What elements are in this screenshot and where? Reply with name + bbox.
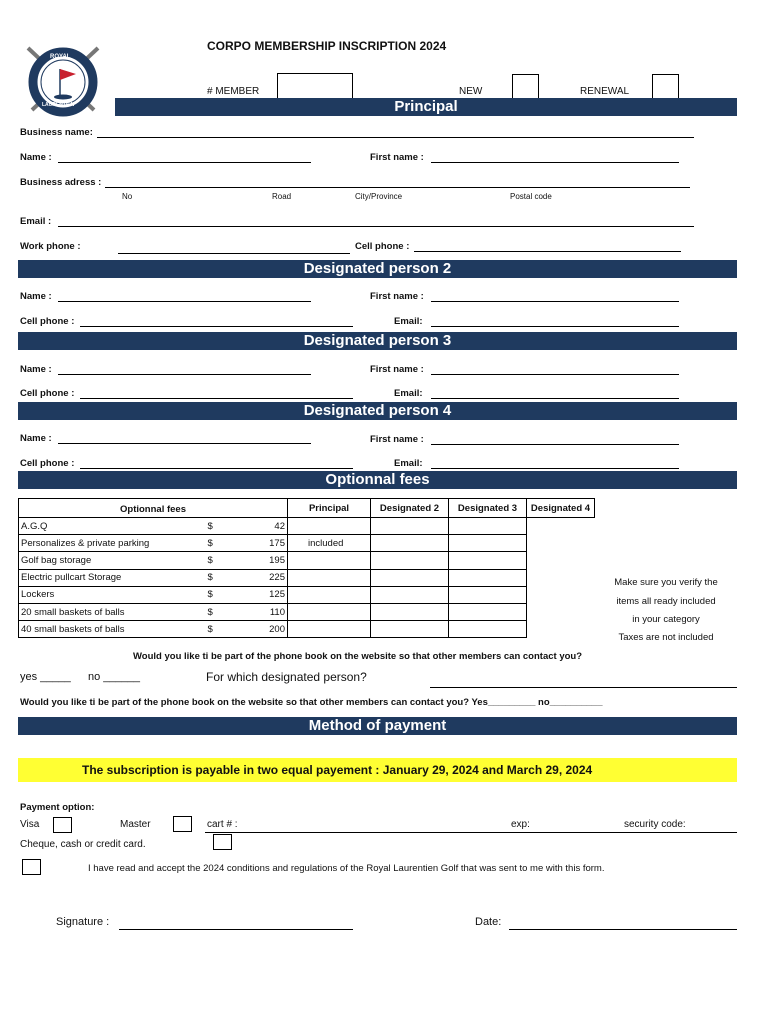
- principal-first-name-label: First name :: [370, 152, 424, 163]
- renewal-checkbox[interactable]: [652, 74, 679, 99]
- principal-cell-phone-field[interactable]: [414, 251, 681, 252]
- d2-name-label: Name :: [20, 291, 52, 302]
- fee-d4-cell[interactable]: [527, 552, 595, 569]
- club-logo: [22, 42, 104, 118]
- fees-table: [18, 498, 595, 638]
- phonebook-yes[interactable]: yes _____: [20, 671, 71, 683]
- d2-cell-phone-label: Cell phone :: [20, 316, 75, 327]
- fee-label: Electric pullcart Storage: [19, 569, 206, 586]
- fee-d2-cell[interactable]: [371, 535, 449, 552]
- fee-d4-cell[interactable]: [527, 535, 595, 552]
- card-details-field[interactable]: [205, 832, 737, 833]
- fee-currency: $: [206, 586, 226, 603]
- fee-currency: $: [206, 518, 226, 535]
- fee-price: 175: [226, 535, 288, 552]
- fee-d4-cell[interactable]: [527, 569, 595, 586]
- card-exp-label: exp:: [511, 819, 530, 830]
- fee-currency: $: [206, 621, 226, 638]
- fee-label: Personalizes & private parking: [19, 535, 206, 552]
- cheque-checkbox[interactable]: [213, 834, 232, 850]
- d3-first-name-field[interactable]: [431, 374, 679, 375]
- form-title: CORPO MEMBERSHIP INSCRIPTION 2024: [207, 39, 447, 53]
- address-city-label: City/Province: [355, 192, 403, 201]
- accept-checkbox[interactable]: [22, 859, 41, 875]
- designated3-section-bar: Designated person 3: [18, 332, 737, 350]
- d4-name-field[interactable]: [58, 443, 311, 444]
- fee-d4-cell[interactable]: [527, 603, 595, 620]
- fee-label: Golf bag storage: [19, 552, 206, 569]
- d2-email-label: Email:: [394, 316, 423, 327]
- fee-d2-cell[interactable]: [371, 586, 449, 603]
- principal-email-label: Email :: [20, 216, 52, 227]
- fee-principal-cell[interactable]: [288, 586, 371, 603]
- d4-email-field[interactable]: [431, 468, 679, 469]
- d4-name-label: Name :: [20, 433, 52, 444]
- fees-note-2: items all ready included: [616, 596, 716, 607]
- d2-first-name-field[interactable]: [431, 301, 679, 302]
- fee-currency: $: [206, 569, 226, 586]
- fee-label: Lockers: [19, 586, 206, 603]
- payment-option-label: Payment option:: [20, 802, 95, 813]
- d3-name-field[interactable]: [58, 374, 311, 375]
- fee-d3-cell[interactable]: [449, 586, 527, 603]
- logo-text-bottom: LAURENTIEN: [42, 102, 75, 108]
- d4-first-name-label: First name :: [370, 434, 424, 445]
- fee-d3-cell[interactable]: [449, 518, 527, 535]
- col-principal: Principal: [308, 502, 350, 514]
- fee-principal-cell[interactable]: included: [288, 535, 371, 552]
- d2-email-field[interactable]: [431, 326, 679, 327]
- address-road-label: Road: [272, 192, 292, 201]
- fee-principal-cell[interactable]: [288, 569, 371, 586]
- fee-d2-cell[interactable]: [371, 569, 449, 586]
- fee-price: 110: [226, 603, 288, 620]
- fee-price: 125: [226, 586, 288, 603]
- principal-name-field[interactable]: [58, 162, 311, 163]
- fee-price: 200: [226, 621, 288, 638]
- fee-d2-cell[interactable]: [371, 621, 449, 638]
- d2-first-name-label: First name :: [370, 291, 424, 302]
- fee-d4-cell[interactable]: [527, 621, 595, 638]
- d3-email-label: Email:: [394, 388, 423, 399]
- d3-cell-phone-field[interactable]: [80, 398, 353, 399]
- fee-d3-cell[interactable]: [449, 603, 527, 620]
- fee-principal-cell[interactable]: [288, 621, 371, 638]
- fee-row-lockers: [19, 586, 595, 603]
- business-address-field[interactable]: [105, 187, 690, 188]
- new-label: NEW: [459, 86, 483, 97]
- d3-cell-phone-label: Cell phone :: [20, 388, 75, 399]
- visa-checkbox[interactable]: [53, 817, 72, 833]
- fee-label: 20 small baskets of balls: [19, 603, 206, 620]
- principal-name-label: Name :: [20, 152, 52, 163]
- designated4-section-bar: Designated person 4: [18, 402, 737, 420]
- business-address-label: Business adress :: [20, 177, 102, 188]
- member-label: # MEMBER: [207, 86, 260, 97]
- work-phone-field[interactable]: [118, 253, 350, 254]
- method-payment-section-bar: Method of payment: [18, 717, 737, 735]
- logo-text-top: ROYAL: [50, 54, 71, 60]
- fee-row-20-baskets: [19, 603, 595, 620]
- fees-note-1: Make sure you verify the: [614, 577, 718, 588]
- fee-row-40-baskets: [19, 621, 595, 638]
- master-label: Master: [120, 819, 151, 830]
- fee-price: 42: [226, 518, 288, 535]
- fee-d3-cell[interactable]: [449, 569, 527, 586]
- col-designated3: Designated 3: [457, 502, 518, 514]
- fee-d3-cell[interactable]: [449, 621, 527, 638]
- card-number-label: cart # :: [207, 819, 238, 830]
- principal-email-field[interactable]: [58, 226, 694, 227]
- visa-label: Visa: [20, 819, 40, 830]
- d4-cell-phone-label: Cell phone :: [20, 458, 75, 469]
- fee-label: A.G.Q: [19, 518, 206, 535]
- fee-row-agq: [19, 518, 595, 535]
- fee-principal-cell[interactable]: [288, 603, 371, 620]
- principal-first-name-field[interactable]: [431, 162, 679, 163]
- payment-notice: [18, 758, 737, 782]
- signature-field[interactable]: [119, 929, 353, 930]
- designated2-section-bar: Designated person 2: [18, 260, 737, 278]
- card-security-label: security code:: [624, 819, 686, 830]
- d2-name-field[interactable]: [58, 301, 311, 302]
- fee-row-parking: [19, 535, 595, 552]
- fee-currency: $: [206, 552, 226, 569]
- principal-cell-phone-label: Cell phone :: [355, 241, 410, 252]
- accept-text: I have read and accept the 2024 conditions and regulations of the Royal Laurentien Golf that was sent to me with this form.: [88, 863, 605, 874]
- signature-label: Signature :: [56, 916, 110, 928]
- fee-price: 225: [226, 569, 288, 586]
- d3-name-label: Name :: [20, 364, 52, 375]
- renewal-label: RENEWAL: [580, 86, 630, 97]
- fee-price: 195: [226, 552, 288, 569]
- fee-d4-cell[interactable]: [527, 586, 595, 603]
- date-label: Date:: [475, 916, 502, 928]
- optional-fees-section-bar: Optionnal fees: [18, 471, 737, 489]
- fee-d2-cell[interactable]: [371, 518, 449, 535]
- new-checkbox[interactable]: [512, 74, 539, 99]
- business-name-field[interactable]: [97, 137, 694, 138]
- fee-d3-cell[interactable]: [449, 535, 527, 552]
- d3-email-field[interactable]: [431, 398, 679, 399]
- master-checkbox[interactable]: [173, 816, 192, 832]
- fee-row-pullcart: [19, 569, 595, 586]
- phonebook-no[interactable]: no ______: [88, 671, 140, 683]
- cheque-label: Cheque, cash or credit card.: [20, 839, 146, 850]
- fees-header: Optionnal fees: [120, 504, 186, 515]
- d4-first-name-field[interactable]: [431, 444, 679, 445]
- col-designated4: Designated 4: [530, 502, 591, 514]
- d4-email-label: Email:: [394, 458, 423, 469]
- fees-note-3: in your category: [632, 614, 700, 625]
- fee-principal-cell[interactable]: [288, 552, 371, 569]
- fees-note-4: Taxes are not included: [618, 632, 714, 643]
- address-postal-label: Postal code: [510, 192, 552, 201]
- phonebook-which-label: For which designated person?: [206, 670, 367, 684]
- d4-cell-phone-field[interactable]: [80, 468, 353, 469]
- fee-currency: $: [206, 603, 226, 620]
- member-number-field[interactable]: [277, 73, 353, 99]
- d2-cell-phone-field[interactable]: [80, 326, 353, 327]
- fee-label: 40 small baskets of balls: [19, 621, 206, 638]
- fee-d2-cell[interactable]: [371, 603, 449, 620]
- fee-currency: $: [206, 535, 226, 552]
- fee-d4-cell[interactable]: [527, 518, 595, 535]
- phonebook-question-2: Would you like ti be part of the phone book on the website so that other members can contact you? Yes_________ no__________: [20, 697, 603, 708]
- fee-row-bag: [19, 552, 595, 569]
- work-phone-label: Work phone :: [20, 241, 81, 252]
- fee-d2-cell[interactable]: [371, 552, 449, 569]
- address-no-label: No: [122, 192, 133, 201]
- fee-d3-cell[interactable]: [449, 552, 527, 569]
- business-name-label: Business name:: [20, 127, 93, 138]
- principal-section-bar: Principal: [115, 98, 737, 116]
- phonebook-question: Would you like ti be part of the phone book on the website so that other members can contact you?: [133, 651, 583, 662]
- col-designated2: Designated 2: [379, 502, 440, 514]
- fee-principal-cell[interactable]: [288, 518, 371, 535]
- payment-notice-text: The subscription is payable in two equal payement : January 29, 2024 and March 29, 2024: [82, 763, 593, 777]
- d3-first-name-label: First name :: [370, 364, 424, 375]
- phonebook-which-field[interactable]: [430, 687, 737, 688]
- date-field[interactable]: [509, 929, 737, 930]
